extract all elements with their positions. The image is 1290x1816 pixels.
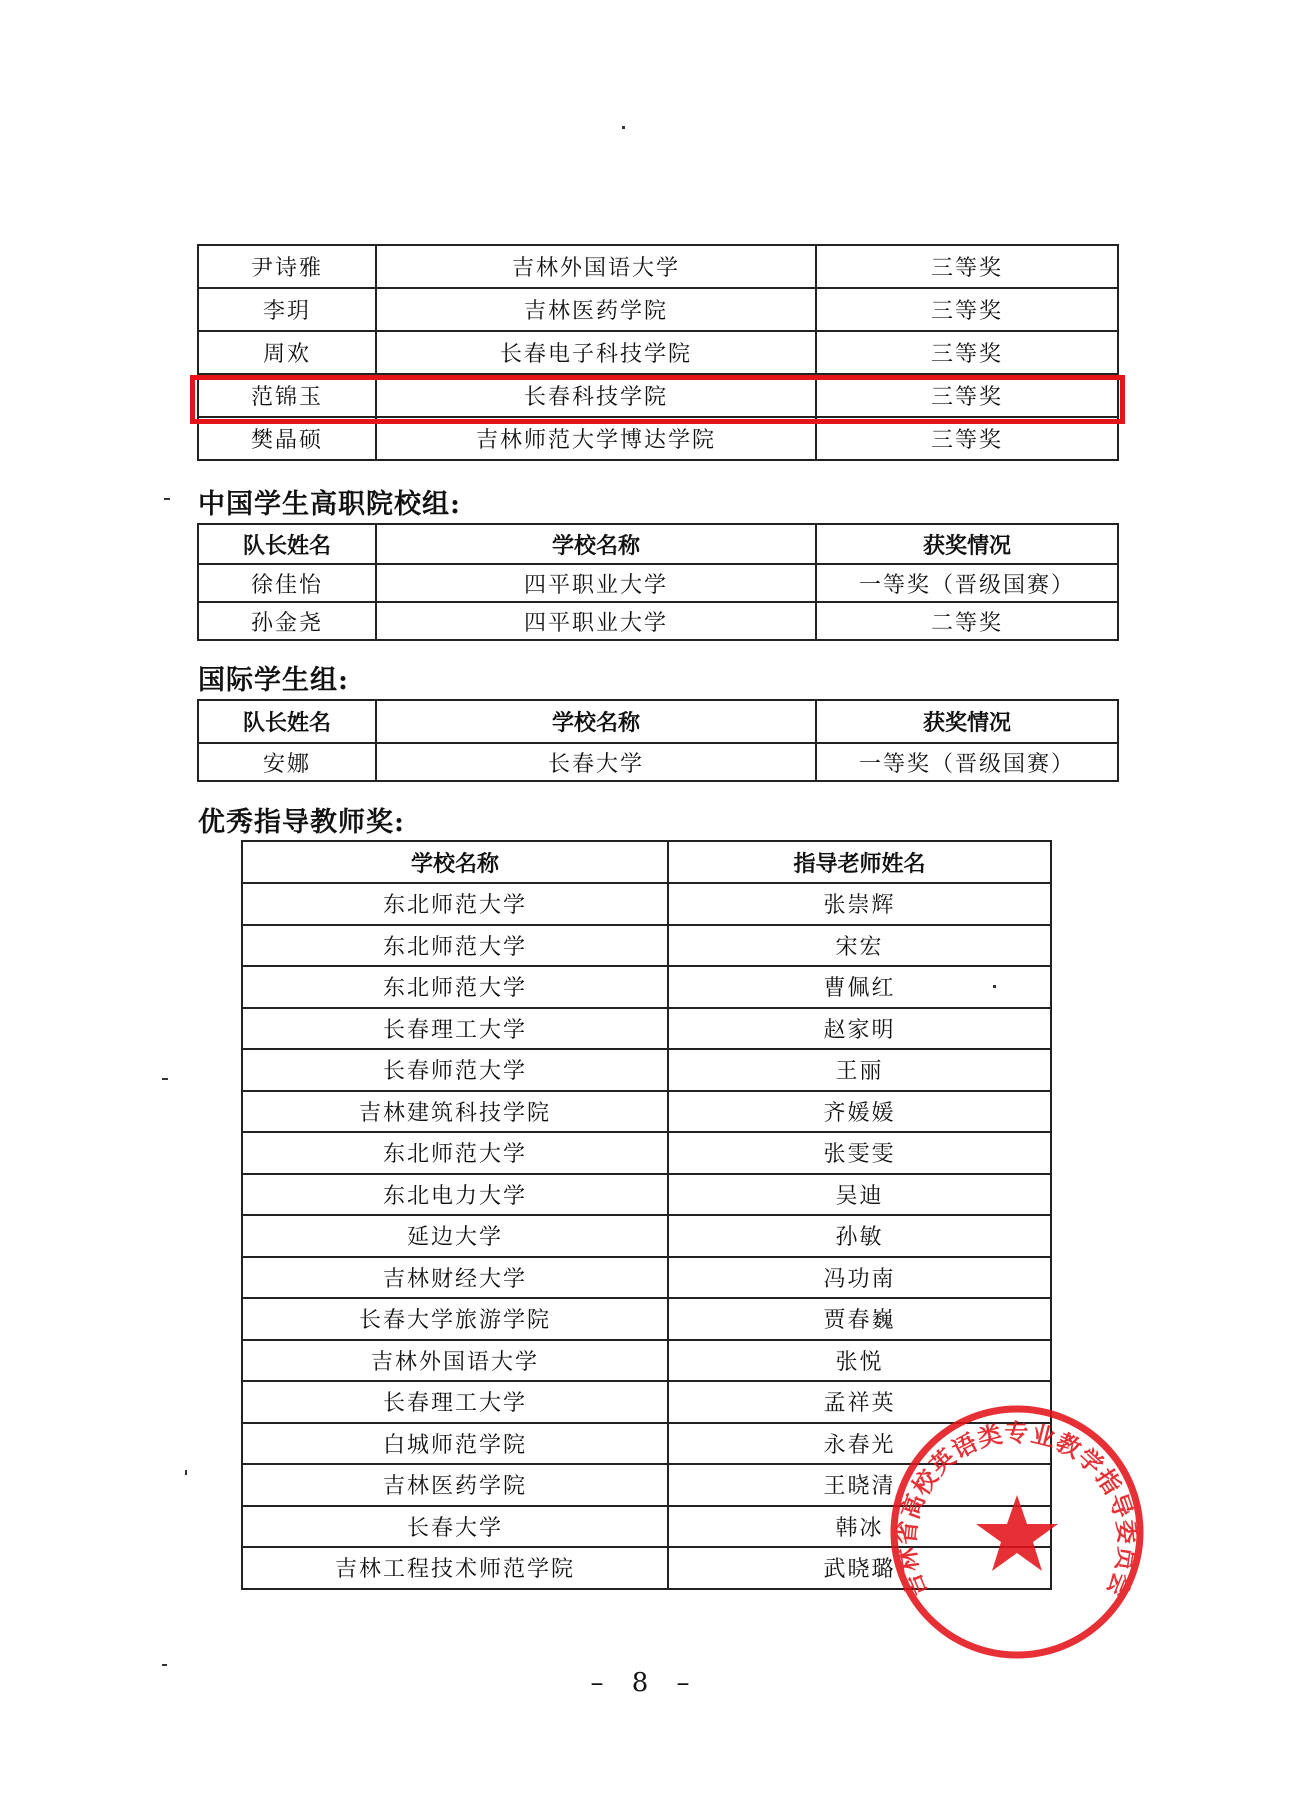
table-header-row bbox=[198, 700, 1118, 743]
teacher-name: 武晓璐 bbox=[668, 1547, 1051, 1589]
award-status: 二等奖 bbox=[816, 602, 1118, 640]
school-name: 吉林医药学院 bbox=[376, 288, 816, 331]
table-row bbox=[242, 925, 1051, 967]
captain-name: 孙金尧 bbox=[198, 602, 376, 640]
section-title-vocational: 中国学生高职院校组: bbox=[198, 489, 461, 520]
award-status: 三等奖 bbox=[816, 245, 1118, 288]
table-header-row bbox=[242, 841, 1051, 883]
header-award: 获奖情况 bbox=[816, 700, 1118, 743]
award-status: 一等奖（晋级国赛） bbox=[816, 743, 1118, 781]
scan-speck bbox=[185, 1470, 187, 1475]
page-number: – 8 – bbox=[590, 1668, 700, 1698]
captain-name: 周欢 bbox=[198, 331, 376, 374]
school-name: 东北师范大学 bbox=[242, 1132, 668, 1174]
header-captain: 队长姓名 bbox=[198, 700, 376, 743]
header-award: 获奖情况 bbox=[816, 524, 1118, 564]
school-name: 长春大学旅游学院 bbox=[242, 1298, 668, 1340]
teacher-name: 张雯雯 bbox=[668, 1132, 1051, 1174]
school-name: 四平职业大学 bbox=[376, 602, 816, 640]
scan-speck bbox=[993, 985, 996, 988]
header-school: 学校名称 bbox=[376, 524, 816, 564]
teacher-name: 韩冰 bbox=[668, 1506, 1051, 1548]
star-icon bbox=[976, 1495, 1058, 1571]
school-name: 吉林师范大学博达学院 bbox=[376, 417, 816, 460]
teacher-name: 王丽 bbox=[668, 1049, 1051, 1091]
teacher-name: 吴迪 bbox=[668, 1174, 1051, 1216]
school-name: 东北师范大学 bbox=[242, 925, 668, 967]
table-row bbox=[242, 1174, 1051, 1216]
captain-name: 范锦玉 bbox=[198, 374, 376, 417]
school-name: 四平职业大学 bbox=[376, 564, 816, 602]
teacher-name: 孟祥英 bbox=[668, 1381, 1051, 1423]
school-name: 长春理工大学 bbox=[242, 1381, 668, 1423]
school-name: 吉林外国语大学 bbox=[376, 245, 816, 288]
school-name: 东北师范大学 bbox=[242, 883, 668, 925]
teacher-name: 永春光 bbox=[668, 1423, 1051, 1465]
school-name: 吉林外国语大学 bbox=[242, 1340, 668, 1382]
school-name: 长春科技学院 bbox=[376, 374, 816, 417]
teacher-name: 冯功南 bbox=[668, 1257, 1051, 1299]
teacher-name: 贾春巍 bbox=[668, 1298, 1051, 1340]
seal-text: 吉林省高校英语类专业教学指导委员会 bbox=[892, 1419, 1142, 1603]
official-seal bbox=[888, 1403, 1146, 1661]
captain-name: 安娜 bbox=[198, 743, 376, 781]
table-row bbox=[198, 564, 1118, 602]
school-name: 长春师范大学 bbox=[242, 1049, 668, 1091]
teacher-name: 曹佩红 bbox=[668, 966, 1051, 1008]
table-row bbox=[242, 883, 1051, 925]
table-row bbox=[198, 288, 1118, 331]
header-captain: 队长姓名 bbox=[198, 524, 376, 564]
header-school: 学校名称 bbox=[242, 841, 668, 883]
table-row bbox=[242, 1298, 1051, 1340]
school-name: 吉林建筑科技学院 bbox=[242, 1091, 668, 1133]
highlight-box bbox=[190, 375, 1125, 424]
captain-name: 李玥 bbox=[198, 288, 376, 331]
school-name: 延边大学 bbox=[242, 1215, 668, 1257]
school-name: 长春理工大学 bbox=[242, 1008, 668, 1050]
scan-speck bbox=[164, 498, 170, 500]
school-name: 长春电子科技学院 bbox=[376, 331, 816, 374]
school-name: 东北电力大学 bbox=[242, 1174, 668, 1216]
award-status: 一等奖（晋级国赛） bbox=[816, 564, 1118, 602]
teacher-name: 张悦 bbox=[668, 1340, 1051, 1382]
teacher-name: 王晓清 bbox=[668, 1464, 1051, 1506]
section-title-international: 国际学生组: bbox=[198, 665, 349, 696]
table-row bbox=[242, 1049, 1051, 1091]
award-status: 三等奖 bbox=[816, 331, 1118, 374]
award-status: 三等奖 bbox=[816, 288, 1118, 331]
table-header-row bbox=[198, 524, 1118, 564]
table-row bbox=[242, 1132, 1051, 1174]
captain-name: 徐佳怡 bbox=[198, 564, 376, 602]
school-name: 长春大学 bbox=[242, 1506, 668, 1548]
captain-name: 尹诗雅 bbox=[198, 245, 376, 288]
table-row bbox=[198, 331, 1118, 374]
award-status: 三等奖 bbox=[816, 374, 1118, 417]
school-name: 东北师范大学 bbox=[242, 966, 668, 1008]
scan-speck bbox=[162, 1664, 167, 1666]
table-row bbox=[242, 1008, 1051, 1050]
school-name: 白城师范学院 bbox=[242, 1423, 668, 1465]
teacher-name: 宋宏 bbox=[668, 925, 1051, 967]
school-name: 吉林医药学院 bbox=[242, 1464, 668, 1506]
school-name: 吉林财经大学 bbox=[242, 1257, 668, 1299]
table-row bbox=[198, 743, 1118, 781]
school-name: 吉林工程技术师范学院 bbox=[242, 1547, 668, 1589]
teacher-name: 张崇辉 bbox=[668, 883, 1051, 925]
section-title-teachers: 优秀指导教师奖: bbox=[198, 807, 405, 838]
table-row bbox=[242, 1091, 1051, 1133]
international-table bbox=[197, 699, 1119, 782]
scan-speck bbox=[162, 1078, 168, 1080]
scan-speck bbox=[622, 126, 625, 129]
captain-name: 樊晶硕 bbox=[198, 417, 376, 460]
teacher-name: 齐媛媛 bbox=[668, 1091, 1051, 1133]
header-school: 学校名称 bbox=[376, 700, 816, 743]
vocational-table bbox=[197, 523, 1119, 641]
header-teacher: 指导老师姓名 bbox=[668, 841, 1051, 883]
table-row bbox=[242, 1340, 1051, 1382]
school-name: 长春大学 bbox=[376, 743, 816, 781]
award-table-continued bbox=[197, 244, 1119, 461]
table-row bbox=[198, 245, 1118, 288]
table-row bbox=[198, 602, 1118, 640]
table-row bbox=[242, 966, 1051, 1008]
table-row bbox=[242, 1257, 1051, 1299]
table-row bbox=[242, 1215, 1051, 1257]
award-status: 三等奖 bbox=[816, 417, 1118, 460]
teacher-name: 赵家明 bbox=[668, 1008, 1051, 1050]
teacher-name: 孙敏 bbox=[668, 1215, 1051, 1257]
